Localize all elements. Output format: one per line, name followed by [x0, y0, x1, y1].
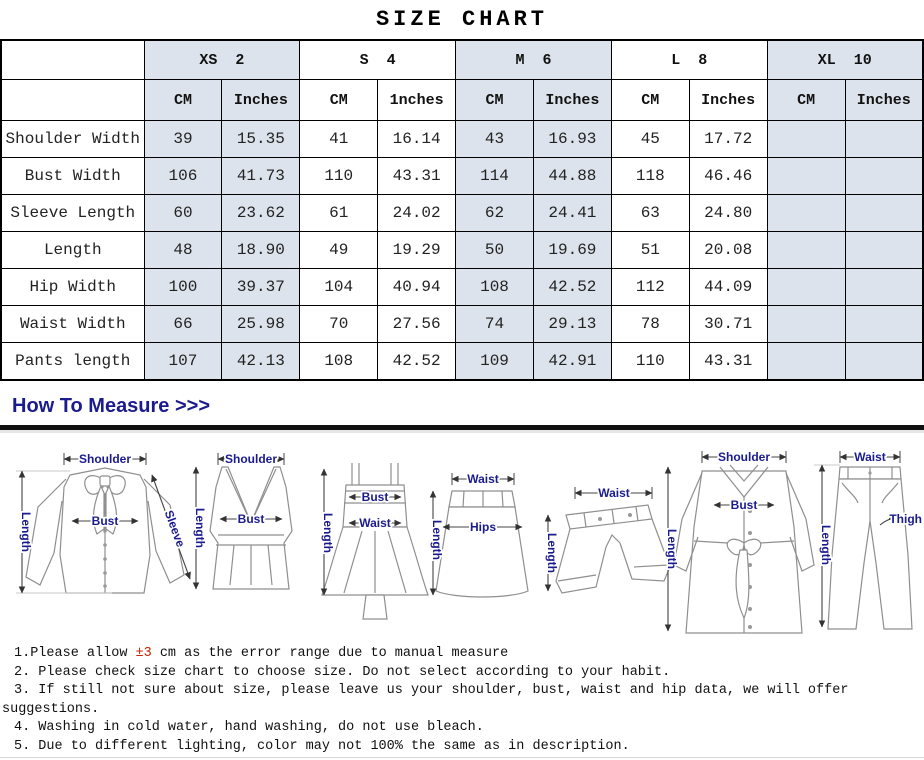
unit-header: CM [456, 80, 534, 121]
note-line [0, 645, 924, 664]
blouse-diagram [16, 452, 190, 593]
size-cell: 41.73 [222, 158, 300, 195]
size-cell [767, 269, 845, 306]
corner-cell [1, 80, 144, 121]
label-waist: Waist [854, 450, 886, 464]
shorts-diagram [545, 486, 670, 593]
note-line: suggestions. [2, 701, 100, 717]
size-cell [845, 195, 923, 232]
size-cell [767, 343, 845, 381]
size-cell: 118 [611, 158, 689, 195]
size-cell: 42.52 [378, 343, 456, 381]
size-cell: 46.46 [689, 158, 767, 195]
row-label: Pants length [1, 343, 144, 381]
size-cell: 63 [611, 195, 689, 232]
size-cell [767, 195, 845, 232]
unit-header-row [1, 80, 923, 121]
size-cell: 24.02 [378, 195, 456, 232]
size-cell: 50 [456, 232, 534, 269]
table-row [1, 343, 923, 381]
unit-header: Inches [689, 80, 767, 121]
table-row [1, 121, 923, 158]
size-cell: 15.35 [222, 121, 300, 158]
label-length: Length [819, 525, 833, 565]
row-label: Hip Width [1, 269, 144, 306]
size-cell: 43 [456, 121, 534, 158]
note-line: 3. If still not sure about size, please leave us your shoulder, bust, waist and hip data, we will offer [14, 683, 849, 698]
label-length: Length [19, 512, 33, 552]
size-cell: 109 [456, 343, 534, 381]
size-cell: 24.41 [533, 195, 611, 232]
size-cell: 108 [456, 269, 534, 306]
note-text: cm as the error range due to manual measure [151, 646, 509, 661]
table-row [1, 306, 923, 343]
size-cell: 110 [611, 343, 689, 381]
unit-header: Inches [533, 80, 611, 121]
size-cell: 66 [144, 306, 222, 343]
size-cell: 44.88 [533, 158, 611, 195]
size-cell: 106 [144, 158, 222, 195]
size-cell: 100 [144, 269, 222, 306]
size-cell: 44.09 [689, 269, 767, 306]
page-title: SIZE CHART [375, 7, 549, 32]
size-cell [767, 121, 845, 158]
row-label: Waist Width [1, 306, 144, 343]
size-cell: 41 [300, 121, 378, 158]
size-cell: 78 [611, 306, 689, 343]
label-waist: Waist [598, 486, 630, 500]
unit-header: CM [767, 80, 845, 121]
size-cell [845, 121, 923, 158]
row-label: Shoulder Width [1, 121, 144, 158]
size-cell [845, 232, 923, 269]
size-cell: 110 [300, 158, 378, 195]
size-cell: 43.31 [689, 343, 767, 381]
pants-diagram [814, 450, 922, 629]
size-cell: 19.69 [533, 232, 611, 269]
size-cell: 39.37 [222, 269, 300, 306]
size-cell [767, 232, 845, 269]
size-cell: 40.94 [378, 269, 456, 306]
label-shoulder: Shoulder [78, 452, 132, 466]
label-bust: Bust [91, 514, 119, 528]
label-length: Length [545, 533, 559, 573]
size-table [0, 39, 924, 381]
label-shoulder: Shoulder [224, 452, 278, 466]
size-cell: 16.14 [378, 121, 456, 158]
size-header-xs: XS 2 [144, 40, 300, 80]
label-waist: Waist [467, 472, 499, 486]
corner-cell [1, 40, 144, 80]
how-to-measure-heading: How To Measure >>> [12, 395, 211, 417]
size-cell: 20.08 [689, 232, 767, 269]
vest-diagram [193, 452, 292, 589]
size-cell [845, 343, 923, 381]
unit-header: Inches [845, 80, 923, 121]
label-length: Length [665, 529, 679, 569]
unit-header: Inches [222, 80, 300, 121]
size-cell: 104 [300, 269, 378, 306]
label-length: Length [321, 513, 335, 553]
size-cell: 114 [456, 158, 534, 195]
size-header-l: L 8 [611, 40, 767, 80]
label-bust: Bust [730, 498, 758, 512]
table-row [1, 232, 923, 269]
size-cell: 39 [144, 121, 222, 158]
size-cell: 27.56 [378, 306, 456, 343]
size-header-m: M 6 [456, 40, 612, 80]
size-cell: 19.29 [378, 232, 456, 269]
table-row [1, 195, 923, 232]
size-cell: 30.71 [689, 306, 767, 343]
size-cell: 61 [300, 195, 378, 232]
unit-header: CM [300, 80, 378, 121]
size-cell [845, 306, 923, 343]
size-cell [767, 306, 845, 343]
label-shoulder: Shoulder [717, 450, 771, 464]
size-cell: 62 [456, 195, 534, 232]
size-cell: 45 [611, 121, 689, 158]
label-sleeve: Sleeve [161, 508, 188, 549]
unit-header: CM [611, 80, 689, 121]
size-cell: 29.13 [533, 306, 611, 343]
label-bust: Bust [237, 512, 265, 526]
size-cell: 107 [144, 343, 222, 381]
skirt-diagram [430, 472, 528, 597]
size-cell: 23.62 [222, 195, 300, 232]
note-text: 1.Please allow [14, 646, 136, 661]
size-cell: 16.93 [533, 121, 611, 158]
size-cell: 17.72 [689, 121, 767, 158]
size-cell: 70 [300, 306, 378, 343]
size-cell: 42.91 [533, 343, 611, 381]
label-waist: Waist [359, 516, 391, 530]
label-thigh: Thigh [889, 512, 922, 526]
size-cell: 42.13 [222, 343, 300, 381]
divider-line-shadow [0, 430, 924, 433]
label-bust: Bust [361, 490, 389, 504]
table-row [1, 269, 923, 306]
label-hips: Hips [469, 520, 497, 534]
measure-diagram [0, 435, 924, 643]
size-header-s: S 4 [300, 40, 456, 80]
size-header-row [1, 40, 923, 80]
unit-header: CM [144, 80, 222, 121]
bottom-edge-line [0, 757, 924, 758]
size-cell: 74 [456, 306, 534, 343]
note-line: 2. Please check size chart to choose size. Do not select according to your habit. [14, 664, 671, 680]
error-range-value: ±3 [135, 646, 152, 661]
row-label: Bust Width [1, 158, 144, 195]
label-length: Length [430, 520, 444, 560]
note-line: 4. Washing in cold water, hand washing, do not use bleach. [14, 720, 484, 735]
label-length: Length [193, 508, 207, 548]
coat-diagram [665, 450, 814, 633]
size-cell: 18.90 [222, 232, 300, 269]
size-cell [845, 158, 923, 195]
note-line: 5. Due to different lighting, color may not 100% the same as in description. [14, 738, 630, 754]
size-cell: 60 [144, 195, 222, 232]
size-cell: 112 [611, 269, 689, 306]
row-label: Sleeve Length [1, 195, 144, 232]
size-cell: 48 [144, 232, 222, 269]
unit-header: 1nches [378, 80, 456, 121]
size-cell: 42.52 [533, 269, 611, 306]
notes-section [0, 645, 924, 756]
dress-diagram [321, 463, 428, 619]
size-cell [845, 269, 923, 306]
size-cell: 24.80 [689, 195, 767, 232]
size-cell: 25.98 [222, 306, 300, 343]
size-cell: 51 [611, 232, 689, 269]
size-header-xl: XL 10 [767, 40, 923, 80]
size-cell: 49 [300, 232, 378, 269]
size-cell [767, 158, 845, 195]
table-row [1, 158, 923, 195]
size-cell: 43.31 [378, 158, 456, 195]
size-cell: 108 [300, 343, 378, 381]
row-label: Length [1, 232, 144, 269]
